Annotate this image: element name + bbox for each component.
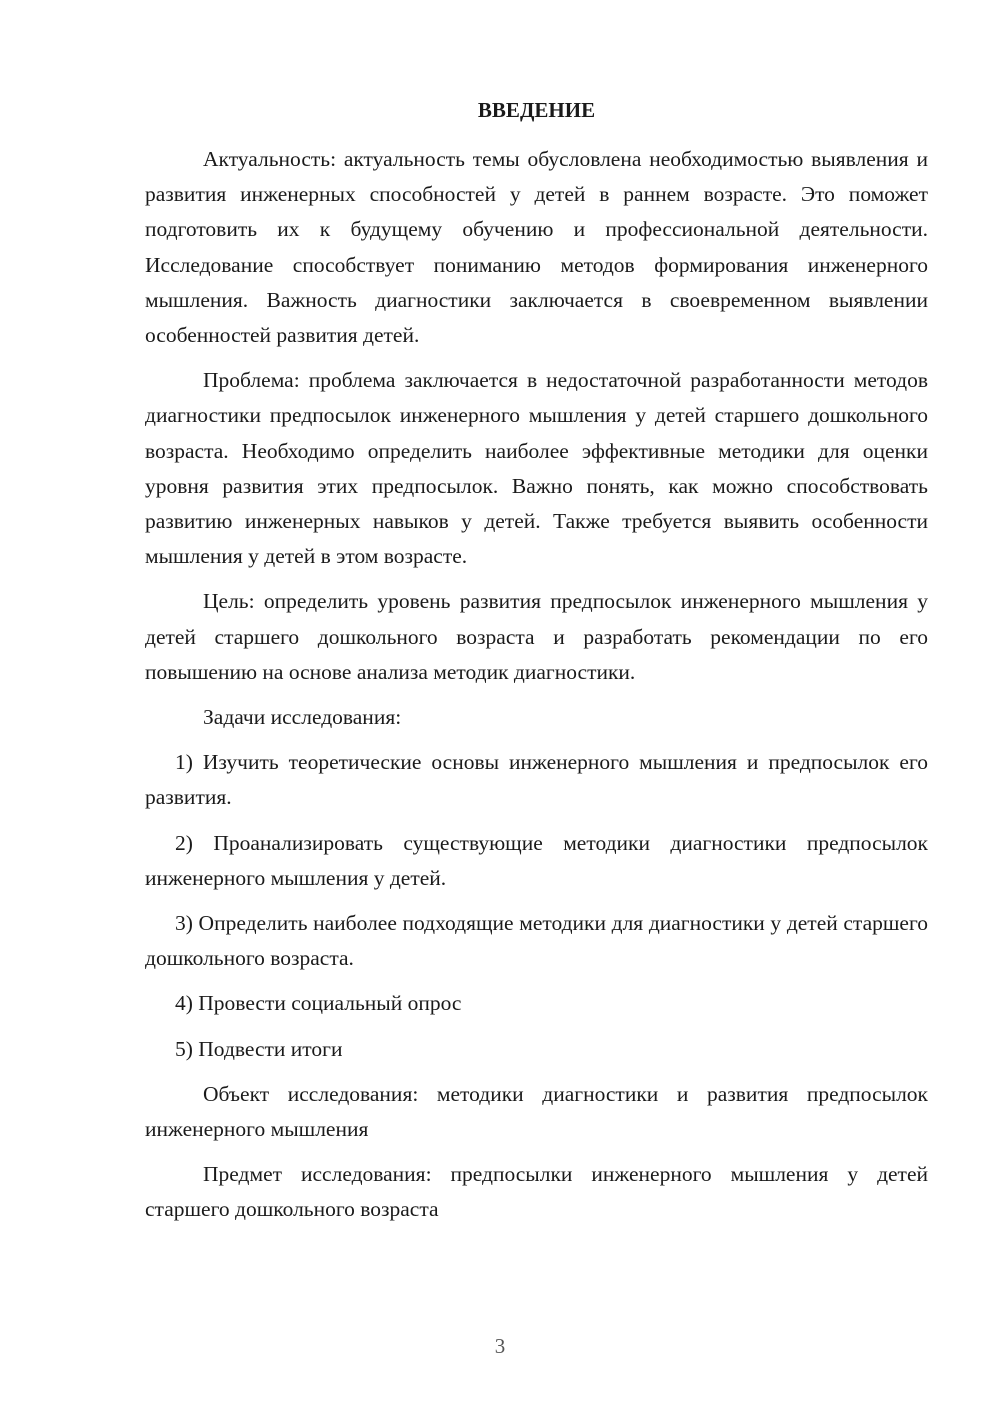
task-item-4: 4) Провести социальный опрос [175,991,462,1016]
task-item-5: 5) Подвести итоги [175,1036,343,1061]
task-item-3: 3) Определить наиболее подходящие методики для диагностики у детей старшего дошкольного возраста. [145,911,928,971]
document-title: ВВЕДЕНИЕ [477,98,596,122]
paragraph-problem: Проблема: проблема заключается в недостаточной разработанности методов диагностики предпосылок инженерного мышления у детей старшего дошкольного возраста. Необходимо определить наиболее эффективные методики для оценки уровня развития этих предпосылок. Важно понять, как можно способствовать развитию инженерных навыков у детей. Также требуется выявить особенности мышления у детей в этом возрасте. [145,368,928,569]
task-item-1: 1) Изучить теоретические основы инженерного мышления и предпосылок его развития. [145,750,928,810]
paragraph-object: Объект исследования: методики диагностики и развития предпосылок инженерного мышления [145,1081,928,1142]
page-number: 3 [494,1334,506,1358]
task-item-2: 2) Проанализировать существующие методики диагностики предпосылок инженерного мышления у детей. [145,830,928,890]
document-page [145,90,928,1238]
paragraph-relevance: Актуальность: актуальность темы обусловлена необходимостью выявления и развития инженерных способностей у детей в раннем возрасте. Это поможет подготовить их к будущему обучению и профессиональной деятельности. Исследование способствует пониманию методов формирования инженерного мышления. Важность диагностики заключается в своевременном выявлении особенностей развития детей. [145,147,928,348]
paragraph-subject: Предмет исследования: предпосылки инженерного мышления у детей старшего дошкольного возраста [145,1162,928,1222]
tasks-heading: Задачи исследования: [203,705,402,730]
paragraph-goal: Цель: определить уровень развития предпосылок инженерного мышления у детей старшего дошкольного возраста и разработать рекомендации по его повышению на основе анализа методик диагностики. [145,589,928,684]
